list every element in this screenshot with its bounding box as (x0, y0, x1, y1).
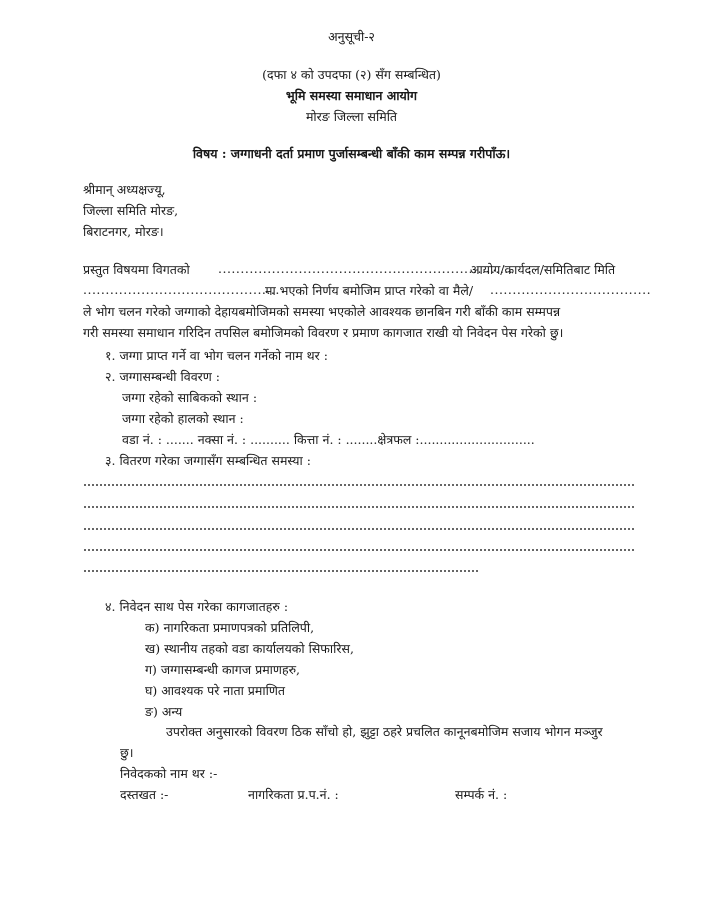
body-line-1-blank[interactable]: .................................................................. (218, 261, 514, 276)
declaration-line-2: छु। (120, 745, 134, 760)
document-item: ग) जग्गासम्बन्धी कागज प्रमाणहरु, (145, 662, 301, 677)
body-line-4: गरी समस्या समाधान गरिदिन तपसिल बमोजिमको विवरण र प्रमाण कागजात राखी यो निवेदन पेस गरेको छु। (83, 325, 564, 340)
applicant-name-label: निवेदकको नाम थर :- (120, 766, 218, 781)
problem-blank-line-4[interactable] (83, 549, 636, 551)
item-2-land-details[interactable]: वडा नं. : ....... नक्सा नं. : .......... कित्ता नं. : ........क्षेत्रफल :............................. (122, 432, 535, 447)
problem-blank-line-1[interactable] (83, 484, 636, 486)
signature-label: दस्तखत :- (120, 787, 169, 802)
citizenship-number-label: नागरिकता प्र.प.नं. : (248, 787, 339, 802)
document-item: ङ) अन्य (145, 704, 183, 719)
item-2-previous-location: जग्गा रहेको साबिकको स्थान : (122, 390, 258, 405)
document-item: क) नागरिकता प्रमाणपत्रको प्रतिलिपी, (145, 620, 315, 635)
committee-name: मोरङ जिल्ला समिति (305, 109, 398, 124)
address-line-2: जिल्ला समिति मोरङ, (83, 203, 179, 218)
problem-blank-line-3[interactable] (83, 528, 636, 530)
section-reference: (दफा ४ को उपदफा (२) सँग सम्बन्धित) (262, 67, 441, 82)
document-item: ख) स्थानीय तहको वडा कार्यालयको सिफारिस, (145, 641, 354, 656)
document-item: घ) आवश्यक परे नाता प्रमाणित (145, 683, 286, 698)
item-2: २. जग्गासम्बन्धी विवरण : (105, 369, 220, 384)
body-line-1-start: प्रस्तुत विषयमा विगतको (83, 262, 190, 277)
item-2-current-location: जग्गा रहेको हालको स्थान : (122, 411, 244, 426)
commission-name: भूमि समस्या समाधान आयोग (285, 88, 418, 103)
body-line-3: ले भोग चलन गरेको जग्गाको देहायबमोजिमको समस्या भएकोले आवश्यक छानबिन गरी बाँकी काम सम्मपन्न (83, 304, 561, 319)
item-1: १. जग्गा प्राप्त गर्ने वा भोग चलन गर्नेको नाम थर : (105, 348, 328, 363)
body-line-2-blank-1[interactable]: ............................................ (83, 282, 280, 297)
subject-line: विषय : जग्गाधनी दर्ता प्रमाण पुर्जासम्बन्धी बाँकी काम सम्पन्न गरीपाँऊ। (192, 146, 511, 161)
schedule-title: अनुसूची-२ (328, 29, 375, 44)
problem-blank-line-2[interactable] (83, 506, 636, 508)
address-line-1: श्रीमान् अध्यक्षज्यू, (83, 182, 166, 197)
contact-number-label: सम्पर्क नं. : (455, 787, 508, 802)
body-line-2-blank-2[interactable]: .................................... (490, 282, 652, 297)
address-line-3: बिराटनगर, मोरङ। (83, 224, 164, 239)
declaration-line-1: उपरोक्त अनुसारको विवरण ठिक साँचो हो, झुट्टा ठहरे प्रचलित कानूनबमोजिम सजाय भोगन मञ्जुर (166, 724, 603, 739)
body-line-2-mid: मा भएको निर्णय बमोजिम प्राप्त गरेको वा मैले/ (265, 283, 474, 298)
body-line-1-end: आयोग/कार्यदल/समितिबाट मिति (470, 262, 616, 277)
item-4: ४. निवेदन साथ पेस गरेका कागजातहरु : (105, 599, 289, 614)
item-3: ३. वितरण गरेका जग्गासँग सम्बन्धित समस्या : (105, 453, 311, 468)
problem-blank-line-5[interactable] (83, 570, 478, 572)
